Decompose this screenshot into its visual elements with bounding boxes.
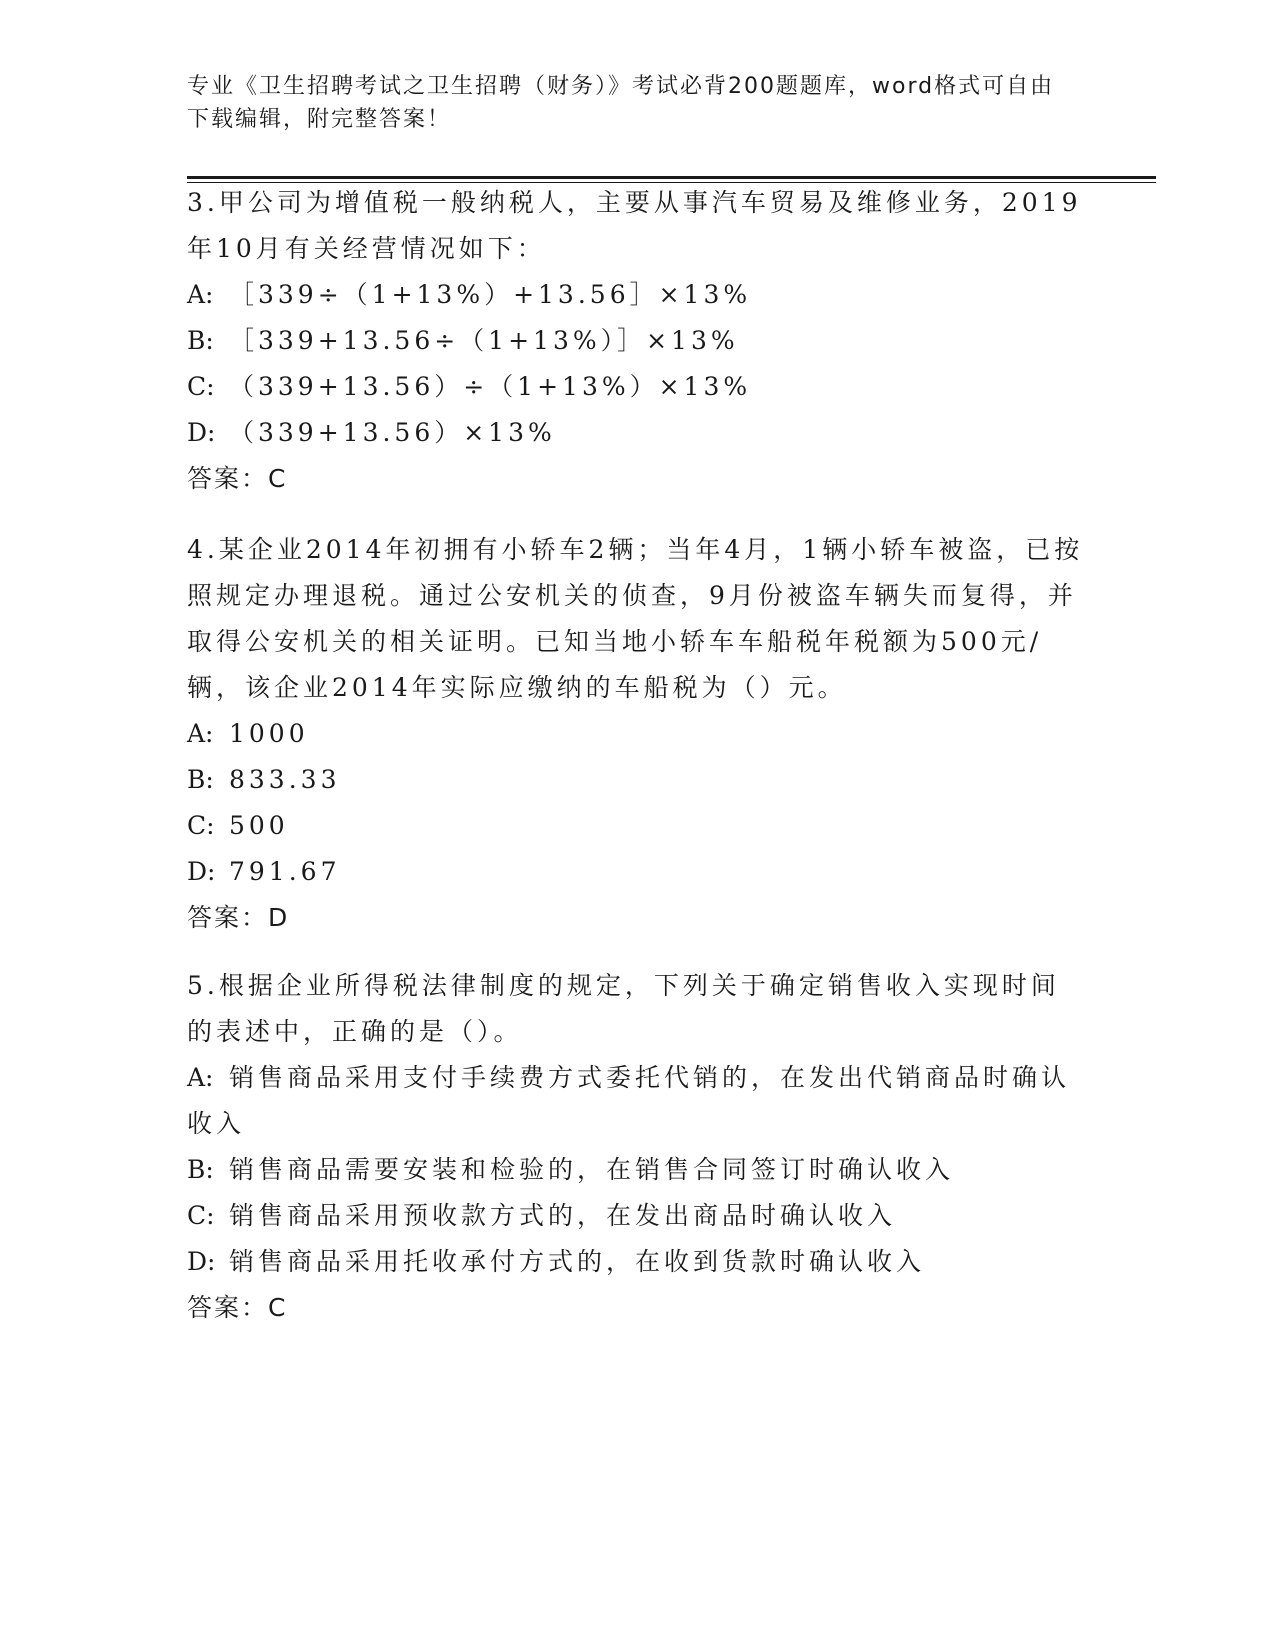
header-intro: 专业《卫生招聘考试之卫生招聘（财务）》考试必背200题题库，word格式可自由下载编辑，附完整答案！ — [187, 74, 1055, 132]
question-stem: 4.某企业2014年初拥有小轿车2辆；当年4月，1辆小轿车被盗，已按照规定办理退税。通过公安机关的侦查，9月份被盗车辆失而复得，并取得公安机关的相关证明。已知当地小轿车车船税年税额为500元/辆，该企业2014年实际应缴纳的车船税为（）元。 — [187, 535, 1084, 702]
option-text: ［339÷（1+13%）+13.56］×13% — [229, 280, 752, 309]
option-text: ［339+13.56÷（1+13%）］×13% — [229, 326, 739, 355]
option-letter: D: — [187, 1247, 216, 1276]
option-letter: A: — [187, 719, 214, 748]
answer-label: 答案：C — [187, 464, 288, 493]
question-5 — [187, 963, 1087, 1331]
option-text: 833.33 — [229, 765, 341, 794]
option-text: 1000 — [229, 719, 309, 748]
option-text: 销售商品采用支付手续费方式委托代销的，在发出代销商品时确认收入 — [187, 1063, 1071, 1138]
option-text: 791.67 — [229, 857, 341, 886]
option-letter: D: — [187, 857, 216, 886]
option-b — [187, 757, 1087, 803]
option-letter: B: — [187, 1155, 214, 1184]
answer-label: 答案：C — [187, 1293, 288, 1322]
option-b — [187, 318, 1087, 364]
option-text: 销售商品需要安装和检验的，在销售合同签订时确认收入 — [229, 1155, 955, 1184]
question-3 — [187, 180, 1087, 502]
option-d — [187, 849, 1087, 895]
option-c — [187, 1193, 1087, 1239]
option-text: 销售商品采用预收款方式的，在发出商品时确认收入 — [229, 1201, 897, 1230]
header-divider-thick — [187, 176, 1156, 179]
option-a — [187, 711, 1087, 757]
question-stem: 3.甲公司为增值税一般纳税人，主要从事汽车贸易及维修业务，2019年10月有关经营情况如下： — [187, 188, 1082, 263]
option-letter: A: — [187, 280, 214, 309]
option-letter: B: — [187, 765, 214, 794]
option-a — [187, 1055, 1087, 1147]
option-letter: C: — [187, 372, 215, 401]
answer-label: 答案：D — [187, 903, 290, 932]
option-b — [187, 1147, 1087, 1193]
option-letter: A: — [187, 1063, 214, 1092]
option-letter: C: — [187, 1201, 215, 1230]
option-d — [187, 410, 1087, 456]
question-stem: 5.根据企业所得税法律制度的规定，下列关于确定销售收入实现时间的表述中，正确的是（）。 — [187, 971, 1060, 1046]
question-4 — [187, 527, 1087, 941]
option-letter: B: — [187, 326, 214, 355]
option-text: （339+13.56）÷（1+13%）×13% — [229, 372, 752, 401]
option-letter: D: — [187, 418, 216, 447]
option-text: （339+13.56）×13% — [229, 418, 556, 447]
option-text: 销售商品采用托收承付方式的，在收到货款时确认收入 — [229, 1247, 926, 1276]
option-text: 500 — [229, 811, 289, 840]
option-c — [187, 364, 1087, 410]
option-d — [187, 1239, 1087, 1285]
option-a — [187, 272, 1087, 318]
option-letter: C: — [187, 811, 215, 840]
option-c — [187, 803, 1087, 849]
